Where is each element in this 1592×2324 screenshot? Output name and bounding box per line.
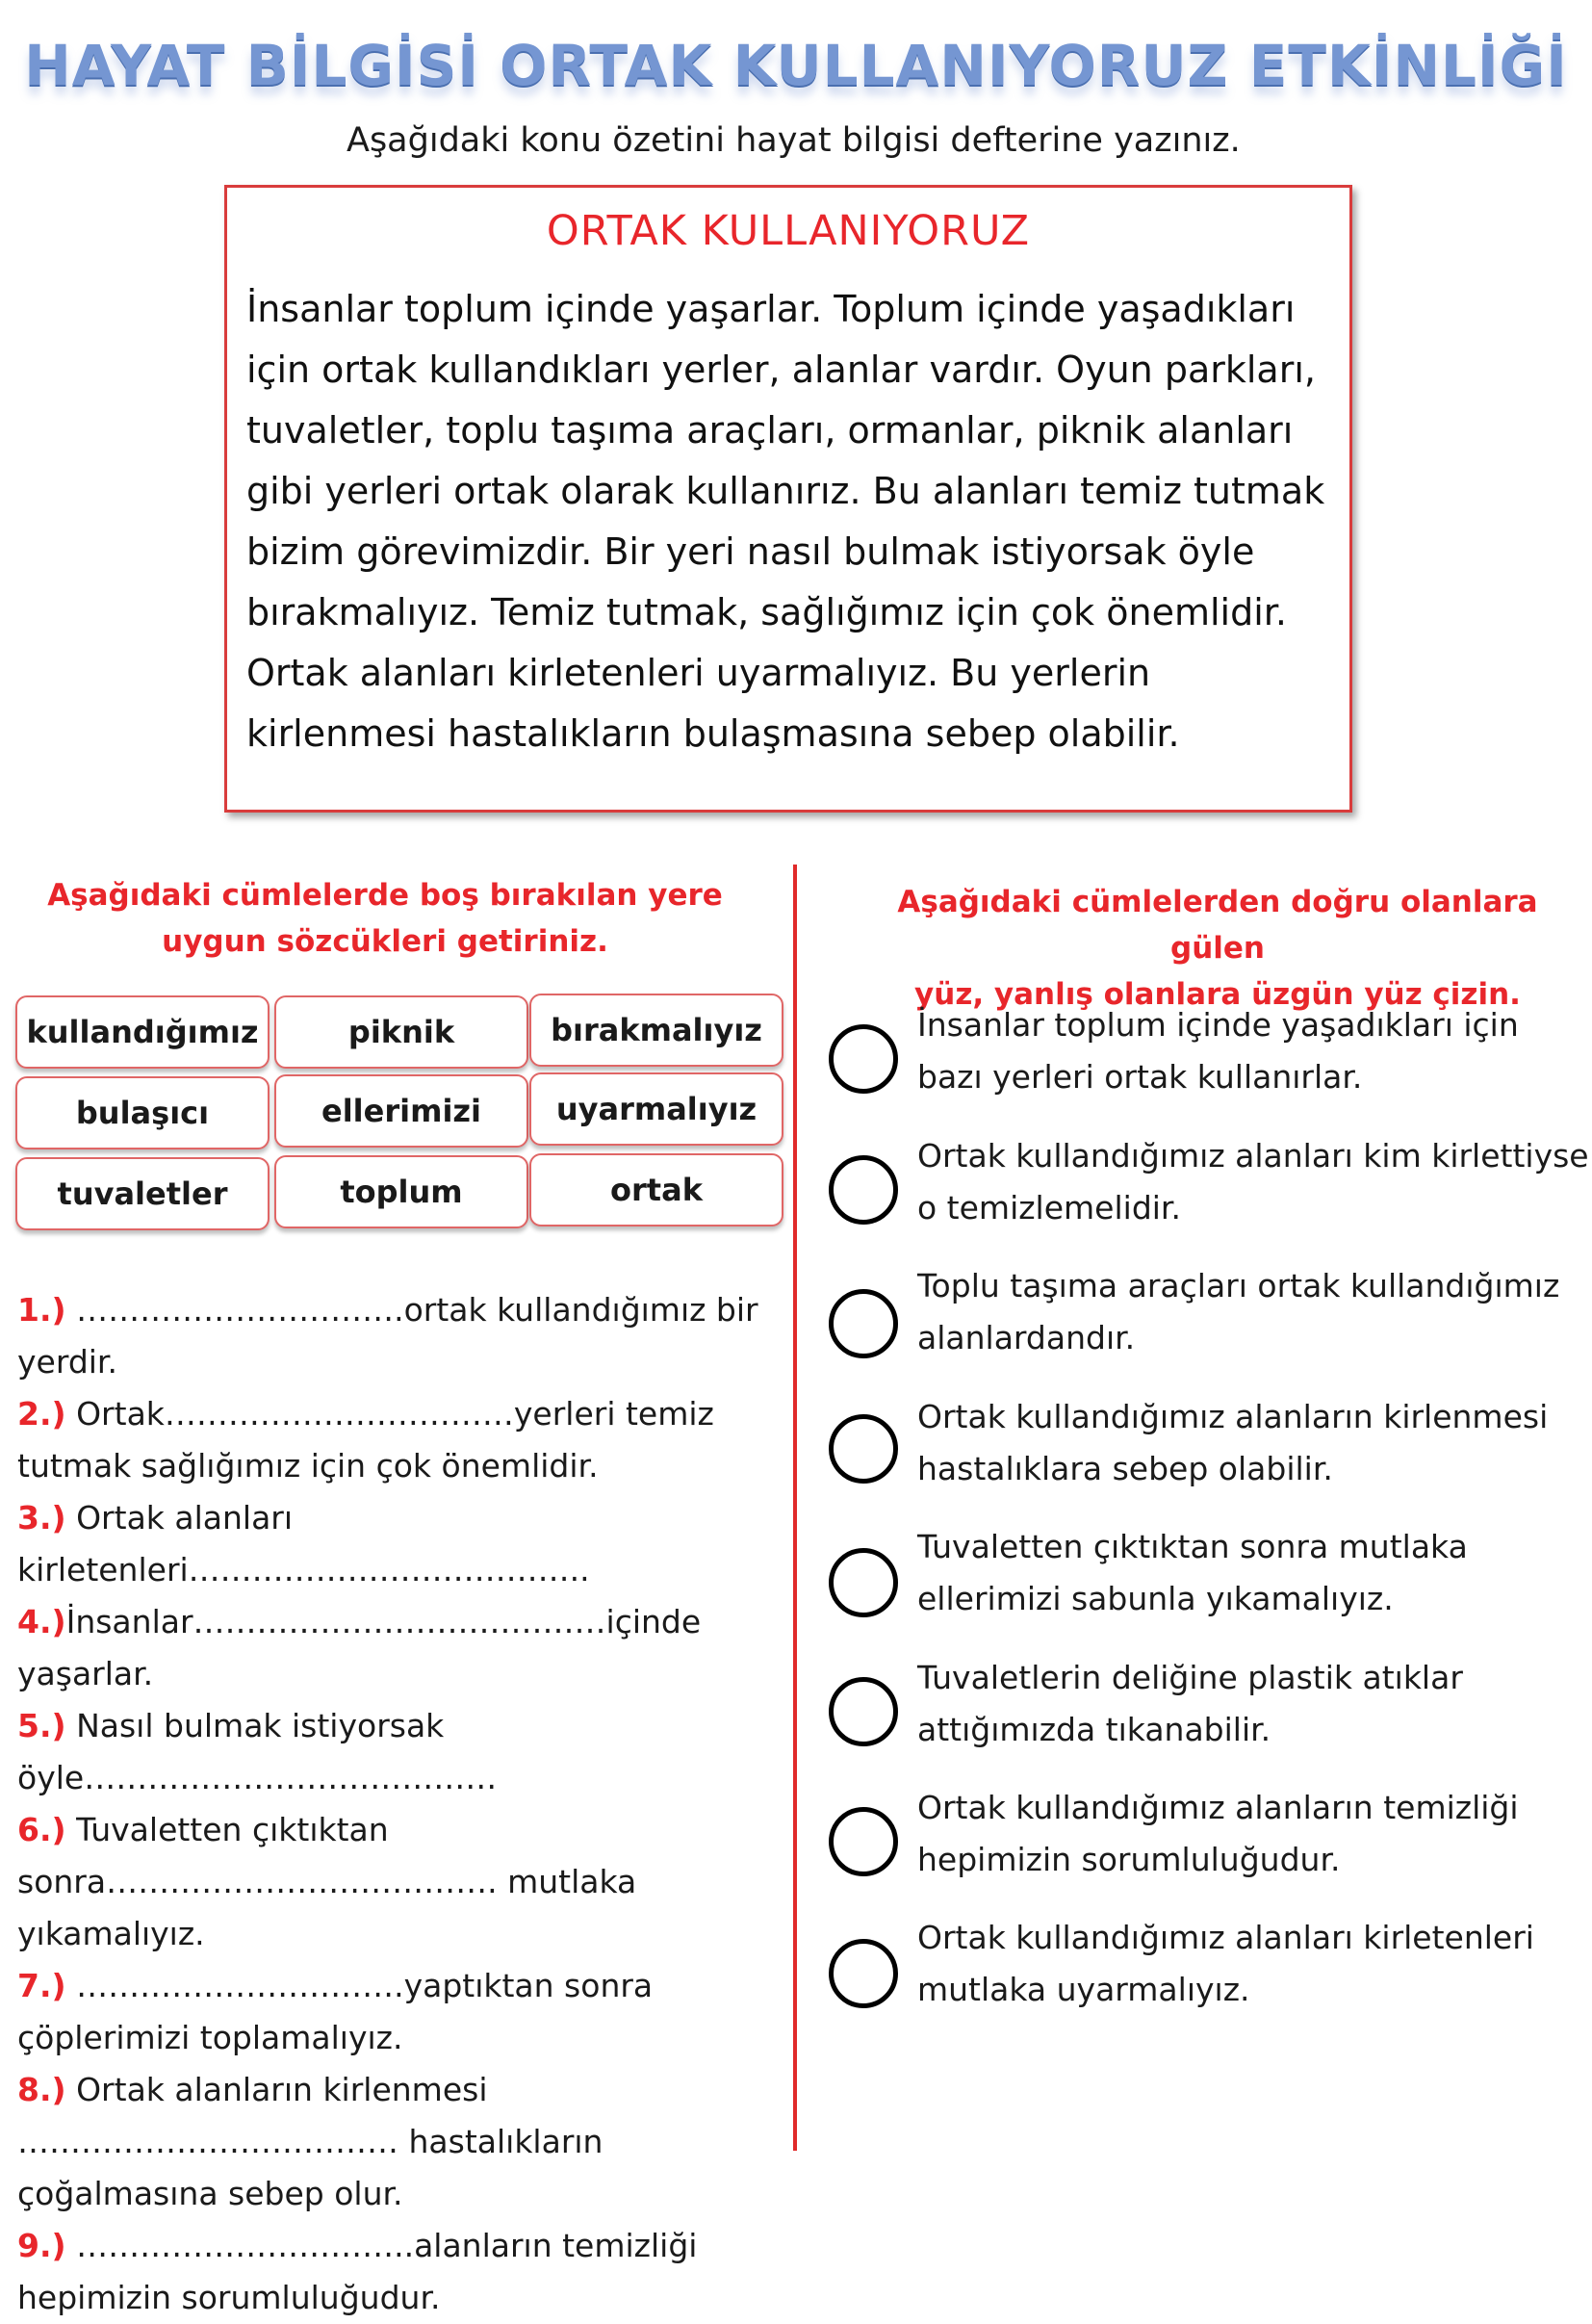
sentence-text: ………………………….yaptıktan sonra çöplerimizi toplamalıyız. (17, 1967, 654, 2056)
true-false-item (823, 1391, 1583, 1497)
sentence-number: 2.) (17, 1395, 66, 1433)
sentence-text: Tuvaletten çıktıktan sonra………………………………. mutlaka yıkamalıyız. (17, 1811, 637, 1952)
summary-title: ORTAK KULLANIYORUZ (546, 207, 1031, 255)
page-instruction: Aşağıdaki konu özetini hayat bilgisi defterine yazınız. (347, 121, 1241, 160)
answer-circle[interactable] (829, 1414, 898, 1484)
word-box: bırakmalıyız (529, 994, 783, 1067)
fill-in-sentence (17, 1388, 787, 1492)
answer-circle[interactable] (829, 1024, 898, 1094)
word-box: tuvaletler (15, 1157, 270, 1230)
word-box: toplum (274, 1155, 528, 1228)
sentence-text: Ortak……………………………yerleri temiz tutmak sağlığımız için çok önemlidir. (17, 1395, 714, 1485)
column-divider (793, 865, 797, 2151)
fill-in-instruction-line: uygun sözcükleri getiriniz. (162, 924, 608, 959)
fill-in-sentence (17, 1284, 787, 1388)
true-false-statement: Tuvaletten çıktıktan sonra mutlaka ellerimizi sabunla yıkamalıyız. (917, 1528, 1468, 1617)
sentence-text: Ortak alanların kirlenmesi ……………………………… hastalıkların çoğalmasına sebep olur. (17, 2071, 603, 2212)
fill-in-instruction (19, 872, 751, 965)
true-false-item (823, 1130, 1589, 1236)
fill-in-sentences (17, 1284, 787, 2324)
true-false-instruction-line: yüz, yanlış olanlara üzgün yüz çizin. (914, 977, 1521, 1012)
answer-circle[interactable] (829, 1548, 898, 1617)
word-box: kullandığımız (15, 995, 270, 1069)
true-false-item (823, 1260, 1583, 1366)
true-false-statement: Tuvaletlerin deliğine plastik atıklar attığımızda tıkanabilir. (917, 1659, 1463, 1748)
fill-in-sentence (17, 1700, 787, 1804)
true-false-statement: İnsanlar toplum içinde yaşadıkları için bazı yerleri ortak kullanırlar. (917, 1006, 1519, 1096)
answer-circle[interactable] (829, 1289, 898, 1358)
sentence-number: 1.) (17, 1291, 66, 1329)
fill-in-sentence (17, 2220, 787, 2324)
fill-in-sentence (17, 1596, 787, 1700)
true-false-item (823, 1912, 1583, 2018)
fill-in-instruction-line: Aşağıdaki cümlelerde boş bırakılan yere (47, 878, 723, 913)
summary-box (224, 185, 1352, 813)
sentence-number: 3.) (17, 1499, 66, 1536)
page-title: HAYAT BİLGİSİ ORTAK KULLANIYORUZ ETKİNLİĞİ (24, 33, 1568, 98)
answer-circle[interactable] (829, 1155, 898, 1225)
sentence-number: 7.) (17, 1967, 66, 2004)
true-false-statement: Ortak kullandığımız alanların temizliği hepimizin sorumluluğudur. (917, 1789, 1519, 1878)
true-false-statement: Toplu taşıma araçları ortak kullandığımız alanlardandır. (917, 1267, 1560, 1356)
answer-circle[interactable] (829, 1939, 898, 2008)
answer-circle[interactable] (829, 1807, 898, 1876)
true-false-instruction-line: Aşağıdaki cümlelerden doğru olanlara gülen (897, 885, 1538, 966)
fill-in-sentence (17, 1492, 787, 1596)
word-box: ortak (529, 1153, 783, 1227)
sentence-text: İnsanlar…………………………………içinde yaşarlar. (17, 1603, 702, 1692)
true-false-statement: Ortak kullandığımız alanları kirletenleri mutlaka uyarmalıyız. (917, 1919, 1534, 2008)
sentence-number: 6.) (17, 1811, 66, 1848)
fill-in-sentence (17, 1804, 787, 1960)
word-box: piknik (274, 995, 528, 1069)
answer-circle[interactable] (829, 1677, 898, 1746)
sentence-number: 8.) (17, 2071, 66, 2108)
true-false-statement: Ortak kullandığımız alanları kim kirlettiyse o temizlemelidir. (917, 1137, 1589, 1227)
sentence-number: 5.) (17, 1707, 66, 1744)
word-box: ellerimizi (274, 1074, 528, 1148)
word-box: uyarmalıyız (529, 1072, 783, 1146)
summary-text: İnsanlar toplum içinde yaşarlar. Toplum içinde yaşadıkları için ortak kullandıkları yerler, alanlar vardır. Oyun parkları, tuvaletler, toplu taşıma araçları, ormanlar, piknik alanları gibi yerleri ortak olarak kullanırız. Bu alanları temiz tutmak bizim görevimizdir. Bir yeri nasıl bulmak istiyorsak öyle bırakmalıyız. Temiz tutmak, sağlığımız için çok önemlidir. Ortak alanları kirletenleri uyarmalıyız. Bu yerlerin kirlenmesi hastalıkların bulaşmasına sebep olabilir. (246, 288, 1325, 755)
sentence-text: Ortak alanları kirletenleri……………………………….. (17, 1499, 590, 1588)
true-false-instruction (847, 879, 1588, 1018)
sentence-text: ………………………….ortak kullandığımız bir yerdir. (17, 1291, 758, 1381)
true-false-item (823, 1652, 1583, 1758)
sentence-number: 4.) (17, 1603, 66, 1640)
fill-in-sentence (17, 2064, 787, 2220)
sentence-text: …………………………..alanların temizliği hepimizin sorumluluğudur. (17, 2227, 698, 2316)
true-false-statement: Ortak kullandığımız alanların kirlenmesi hastalıklara sebep olabilir. (917, 1398, 1549, 1487)
sentence-text: Nasıl bulmak istiyorsak öyle………………………………… (17, 1707, 498, 1796)
sentence-number: 9.) (17, 2227, 66, 2264)
true-false-item (823, 999, 1583, 1105)
fill-in-sentence (17, 1960, 787, 2064)
true-false-item (823, 1521, 1583, 1627)
true-false-item (823, 1782, 1583, 1888)
word-box: bulaşıcı (15, 1076, 270, 1149)
